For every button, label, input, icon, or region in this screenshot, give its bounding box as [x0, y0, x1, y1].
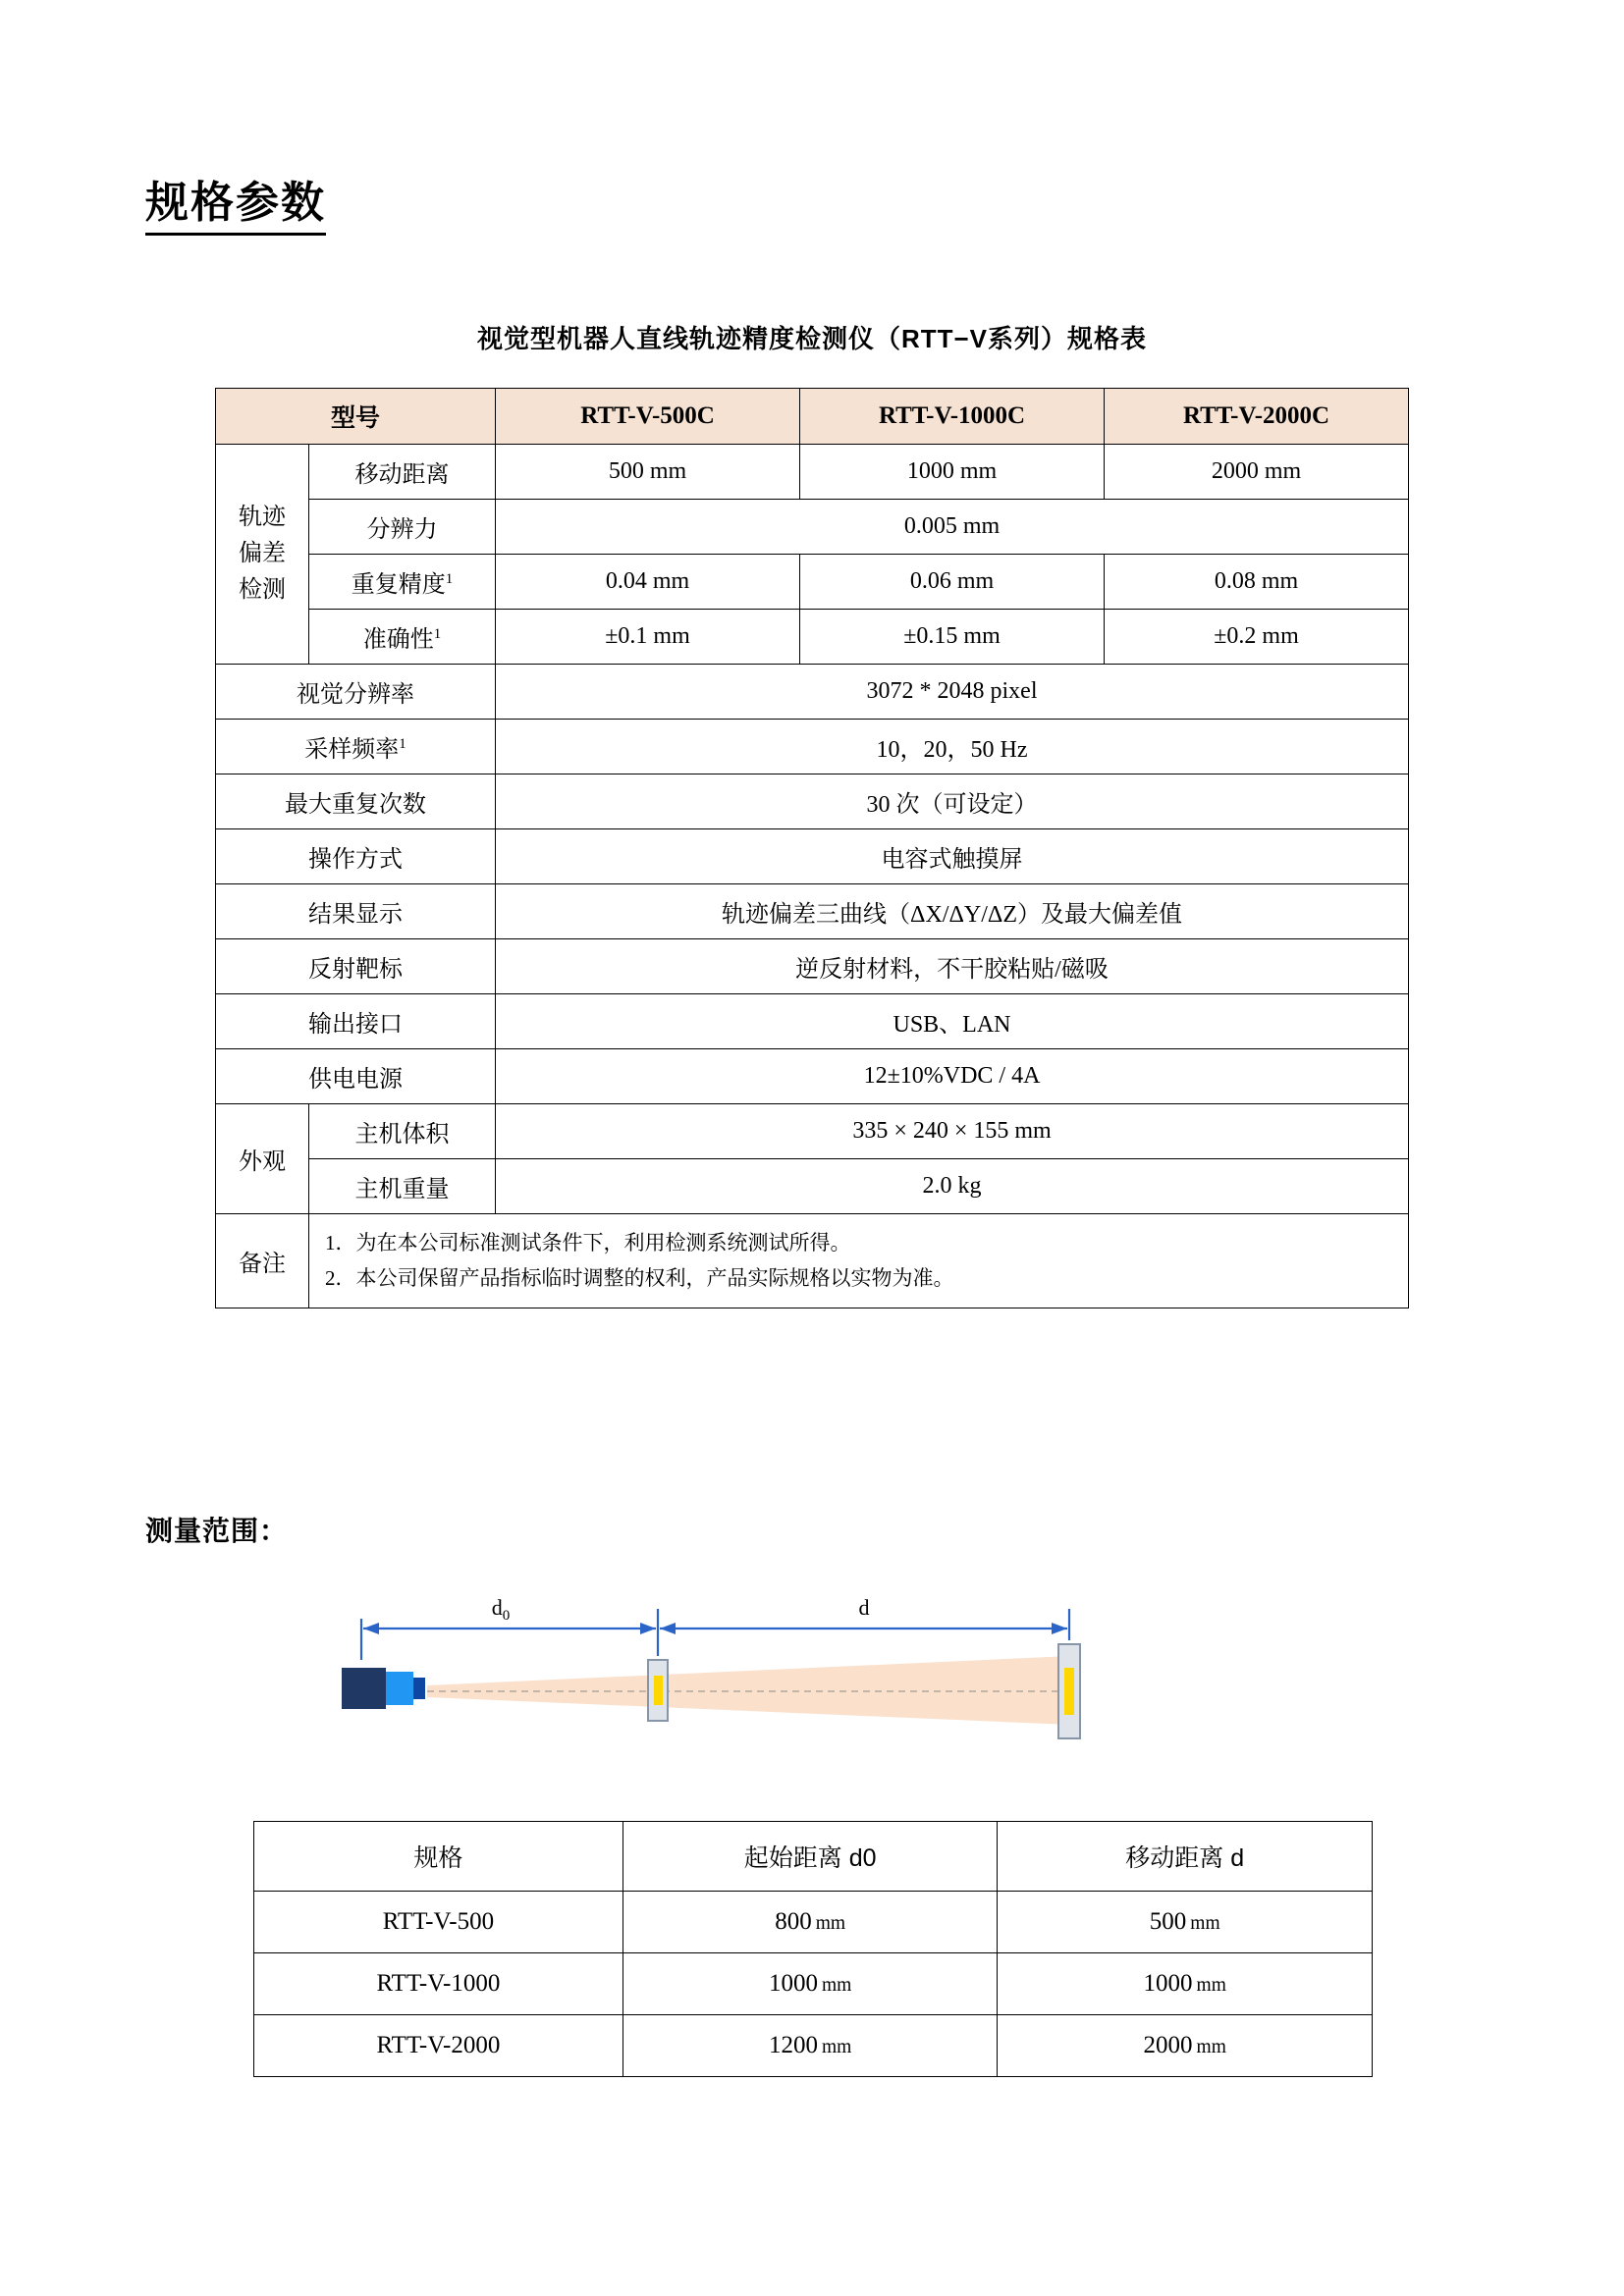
range-cell-d0-value: 800	[775, 1908, 812, 1935]
row-label-sampling-frequency-text: 采样频率	[304, 737, 400, 763]
cell-accuracy-1000: ±0.15 mm	[800, 610, 1105, 665]
range-cell-d	[998, 1953, 1373, 2015]
cell-host-weight: 2.0 kg	[496, 1159, 1409, 1214]
range-header-move-distance: 移动距离 d	[998, 1822, 1373, 1892]
table-row	[216, 939, 1409, 994]
header-cell-500c: RTT-V-500C	[496, 389, 800, 445]
measurement-range-heading: 测量范围：	[145, 1516, 289, 1546]
arrowhead-d-left	[660, 1623, 676, 1634]
range-header-model: 规格	[254, 1822, 623, 1892]
range-cell-d-value: 1000	[1143, 1970, 1193, 1997]
remark-line-1: 1．为在本公司标准测试条件下，利用检测系统测试所得。	[325, 1231, 851, 1255]
camera-aperture-icon	[413, 1678, 425, 1699]
row-label-repeatability	[309, 555, 496, 610]
table-row	[216, 610, 1409, 665]
group-label-trajectory-deviation: 轨迹 偏差 检测	[216, 445, 309, 665]
spec-table-caption: 视觉型机器人直线轨迹精度检测仪（RTT−V系列）规格表	[476, 324, 1148, 353]
row-label-host-weight: 主机重量	[309, 1159, 496, 1214]
range-cell-d0	[623, 1953, 998, 2015]
range-cell-d-value: 2000	[1143, 2032, 1193, 2058]
row-label-move-distance: 移动距离	[309, 445, 496, 500]
row-label-host-volume: 主机体积	[309, 1104, 496, 1159]
row-label-accuracy	[309, 610, 496, 665]
table-row	[216, 829, 1409, 884]
cell-sampling-frequency: 10，20，50 Hz	[496, 720, 1409, 774]
table-row	[216, 720, 1409, 774]
target-far-marker-icon	[1064, 1668, 1074, 1715]
range-cell-d0	[623, 2015, 998, 2077]
cell-host-volume: 335 × 240 × 155 mm	[496, 1104, 1409, 1159]
row-label-max-repeat-count: 最大重复次数	[216, 774, 496, 829]
table-row	[254, 1892, 1373, 1953]
cell-move-distance-1000: 1000 mm	[800, 445, 1105, 500]
header-cell-2000c: RTT-V-2000C	[1105, 389, 1409, 445]
range-cell-d-value: 500	[1149, 1908, 1187, 1935]
table-row	[216, 1104, 1409, 1159]
cell-reflective-target: 逆反射材料，不干胶粘贴/磁吸	[496, 939, 1409, 994]
cell-move-distance-2000: 2000 mm	[1105, 445, 1409, 500]
row-label-repeatability-text: 重复精度	[351, 572, 446, 598]
footnote-marker: 1	[399, 736, 406, 752]
range-cell-d-unit: mm	[1196, 1975, 1226, 1996]
cell-move-distance-500: 500 mm	[496, 445, 800, 500]
range-cell-d	[998, 1892, 1373, 1953]
range-cell-d0-value: 1000	[768, 1970, 818, 1997]
cell-vision-resolution: 3072 * 2048 pixel	[496, 665, 1409, 720]
measurement-range-table	[253, 1821, 1373, 2077]
remark-line-2: 2．本公司保留产品指标临时调整的权利，产品实际规格以实物为准。	[325, 1265, 954, 1290]
cell-resolution-value: 0.005 mm	[496, 500, 1409, 555]
table-row	[216, 555, 1409, 610]
row-label-reflective-target: 反射靶标	[216, 939, 496, 994]
range-cell-d-unit: mm	[1196, 2037, 1226, 2057]
specification-table	[215, 388, 1409, 1308]
arrowhead-d0-left	[363, 1623, 379, 1634]
range-cell-model: RTT-V-1000	[254, 1953, 623, 2015]
footnote-marker: 1	[433, 626, 442, 642]
row-label-power-supply: 供电电源	[216, 1049, 496, 1104]
range-cell-model: RTT-V-500	[254, 1892, 623, 1953]
dimension-arrows	[361, 1609, 1069, 1660]
cell-operation-mode: 电容式触摸屏	[496, 829, 1409, 884]
row-label-operation-mode: 操作方式	[216, 829, 496, 884]
row-label-result-display: 结果显示	[216, 884, 496, 939]
range-cell-d0-value: 1200	[768, 2032, 818, 2058]
table-row	[216, 1049, 1409, 1104]
cell-accuracy-500: ±0.1 mm	[496, 610, 800, 665]
camera-body-icon	[342, 1668, 386, 1709]
range-header-start-distance: 起始距离 d0	[623, 1822, 998, 1892]
cell-repeatability-2000: 0.08 mm	[1105, 555, 1409, 610]
table-row	[216, 445, 1409, 500]
label-d0: $d_0$	[491, 1595, 511, 1624]
range-cell-d0-unit: mm	[821, 1975, 852, 1996]
table-row	[216, 774, 1409, 829]
row-label-resolution: 分辨力	[309, 500, 496, 555]
target-near-marker-icon	[654, 1676, 663, 1705]
table-row	[216, 1214, 1409, 1308]
camera-lens-icon	[386, 1672, 413, 1705]
arrowhead-d-right	[1052, 1623, 1067, 1634]
cell-max-repeat-count: 30 次（可设定）	[496, 774, 1409, 829]
footnote-marker: 1	[445, 571, 454, 587]
cell-repeatability-1000: 0.06 mm	[800, 555, 1105, 610]
beam-cone	[427, 1656, 1070, 1725]
range-cell-d	[998, 2015, 1373, 2077]
table-row	[216, 884, 1409, 939]
table-row	[254, 1953, 1373, 2015]
label-d: d	[858, 1595, 870, 1620]
table-row	[216, 1159, 1409, 1214]
table-row	[216, 500, 1409, 555]
range-cell-d0-unit: mm	[815, 1913, 846, 1934]
table-row	[216, 665, 1409, 720]
row-label-output-interface: 输出接口	[216, 994, 496, 1049]
header-cell-model: 型号	[216, 389, 496, 445]
table-row	[216, 994, 1409, 1049]
row-label-vision-resolution: 视觉分辨率	[216, 665, 496, 720]
measurement-range-diagram	[324, 1595, 1306, 1796]
cell-power-supply: 12±10%VDC / 4A	[496, 1049, 1409, 1104]
cell-repeatability-500: 0.04 mm	[496, 555, 800, 610]
cell-accuracy-2000: ±0.2 mm	[1105, 610, 1409, 665]
arrowhead-d0-right	[640, 1623, 656, 1634]
cell-remark	[309, 1214, 1409, 1308]
range-cell-d0	[623, 1892, 998, 1953]
table-row	[254, 2015, 1373, 2077]
row-label-remark: 备注	[216, 1214, 309, 1308]
cell-result-display: 轨迹偏差三曲线（ΔX/ΔY/ΔZ）及最大偏差值	[496, 884, 1409, 939]
header-cell-1000c: RTT-V-1000C	[800, 389, 1105, 445]
cell-output-interface: USB、LAN	[496, 994, 1409, 1049]
group-label-appearance: 外观	[216, 1104, 309, 1214]
row-label-sampling-frequency	[216, 720, 496, 774]
table-header-row	[216, 389, 1409, 445]
range-cell-d0-unit: mm	[821, 2037, 852, 2057]
range-header-row	[254, 1822, 1373, 1892]
page-title: 规格参数	[145, 180, 326, 236]
row-label-accuracy-text: 准确性	[362, 627, 434, 653]
range-cell-d-unit: mm	[1190, 1913, 1220, 1934]
range-cell-model: RTT-V-2000	[254, 2015, 623, 2077]
